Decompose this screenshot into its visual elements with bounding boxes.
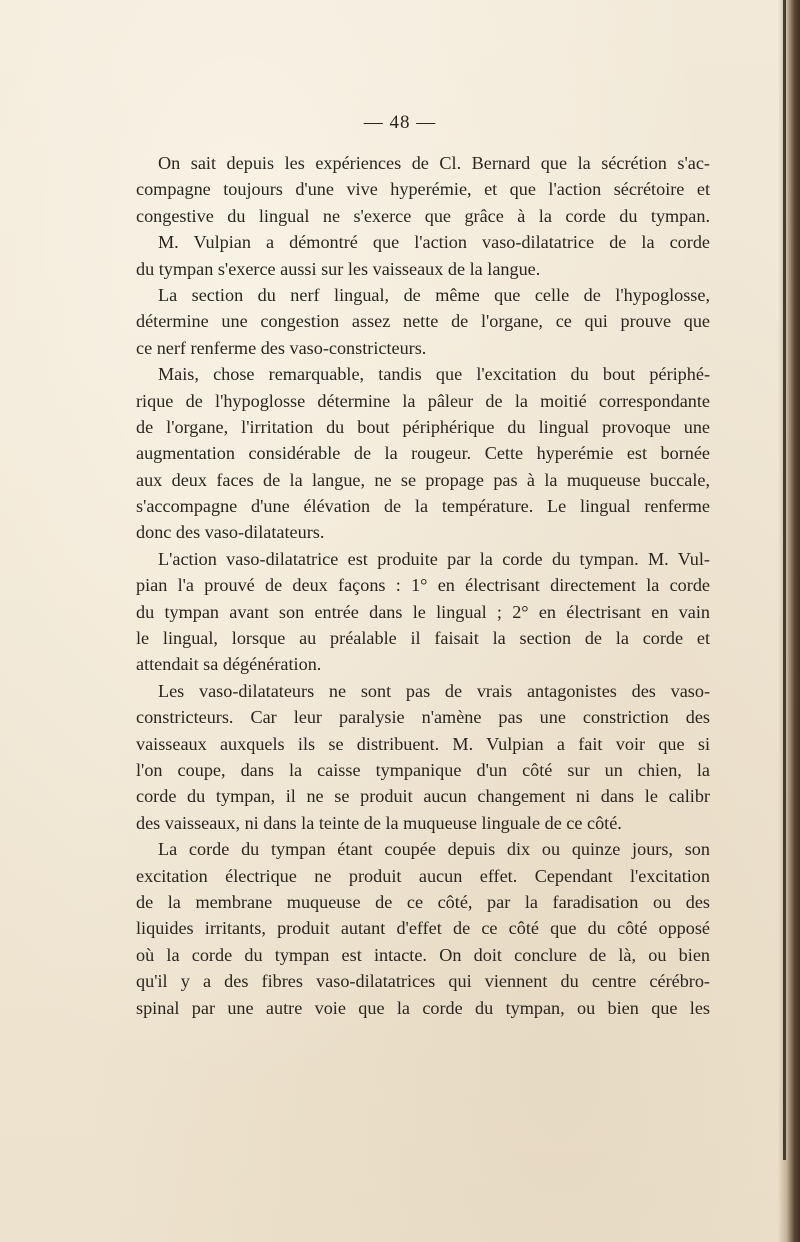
text-line: du tympan avant son entrée dans le lingual ; 2° en électrisant en vain bbox=[136, 601, 710, 622]
text-line: L'action vaso-dilatatrice est produite par la corde du tympan. M. Vul- bbox=[158, 548, 710, 569]
text-line: compagne toujours d'une vive hyperémie, et que l'action sécrétoire et bbox=[136, 179, 710, 200]
text-line: liquides irritants, produit autant d'effet de ce côté que du côté opposé bbox=[136, 918, 710, 939]
text-line: vaisseaux auxquels ils se distribuent. M. Vulpian a fait voir que si bbox=[136, 733, 710, 754]
text-line: rique de l'hypoglosse détermine la pâleur de la moitié correspondante bbox=[136, 390, 710, 411]
text-line: de l'organe, l'irritation du bout périphérique du lingual provoque une bbox=[136, 416, 710, 437]
text-line: de la membrane muqueuse de ce côté, par la faradisation ou des bbox=[136, 891, 710, 912]
text-line: La section du nerf lingual, de même que celle de l'hypoglosse, bbox=[158, 284, 710, 305]
page-number: — 48 — bbox=[363, 112, 437, 133]
text-line: aux deux faces de la langue, ne se propage pas à la muqueuse buccale, bbox=[136, 469, 710, 490]
text-line: du tympan s'exerce aussi sur les vaisseaux de la langue. bbox=[136, 258, 541, 279]
text-line: l'on coupe, dans la caisse tympanique d'un côté sur un chien, la bbox=[136, 759, 710, 780]
text-line: augmentation considérable de la rougeur. Cette hyperémie est bornée bbox=[136, 443, 710, 464]
text-line: qu'il y a des fibres vaso-dilatatrices qui viennent du centre cérébro- bbox=[136, 971, 710, 992]
text-line: des vaisseaux, ni dans la teinte de la muqueuse linguale de ce côté. bbox=[136, 812, 622, 833]
text-line: ce nerf renferme des vaso-constricteurs. bbox=[136, 337, 427, 358]
text-line: Les vaso-dilatateurs ne sont pas de vrais antagonistes des vaso- bbox=[158, 680, 710, 701]
text-line: donc des vaso-dilatateurs. bbox=[136, 522, 325, 543]
text-line: Mais, chose remarquable, tandis que l'excitation du bout périphé- bbox=[158, 364, 710, 385]
text-line: où la corde du tympan est intacte. On doit conclure de là, ou bien bbox=[136, 944, 710, 965]
text-line: spinal par une autre voie que la corde du tympan, ou bien que les bbox=[136, 997, 710, 1018]
body-text bbox=[136, 150, 710, 1021]
text-line: M. Vulpian a démontré que l'action vaso-dilatatrice de la corde bbox=[158, 232, 710, 253]
page-edge-shadow bbox=[783, 0, 786, 1160]
text-line: La corde du tympan étant coupée depuis dix ou quinze jours, son bbox=[158, 839, 710, 860]
text-line: On sait depuis les expériences de Cl. Bernard que la sécrétion s'ac- bbox=[158, 153, 710, 173]
text-line: détermine une congestion assez nette de l'organe, ce qui prouve que bbox=[136, 311, 710, 332]
text-line: constricteurs. Car leur paralysie n'amène pas une constriction des bbox=[136, 707, 710, 728]
text-line: attendait sa dégénération. bbox=[136, 654, 322, 675]
page-binding-edge bbox=[778, 0, 800, 1242]
text-line: le lingual, lorsque au préalable il faisait la section de la corde et bbox=[136, 628, 710, 649]
text-line: pian l'a prouvé de deux façons : 1° en électrisant directement la corde bbox=[136, 575, 710, 596]
text-line: congestive du lingual ne s'exerce que grâce à la corde du tympan. bbox=[136, 205, 710, 226]
text-line: corde du tympan, il ne se produit aucun changement ni dans le calibr bbox=[136, 786, 710, 807]
text-line: excitation électrique ne produit aucun effet. Cependant l'excitation bbox=[136, 865, 710, 886]
text-line: s'accompagne d'une élévation de la température. Le lingual renferme bbox=[136, 496, 710, 517]
